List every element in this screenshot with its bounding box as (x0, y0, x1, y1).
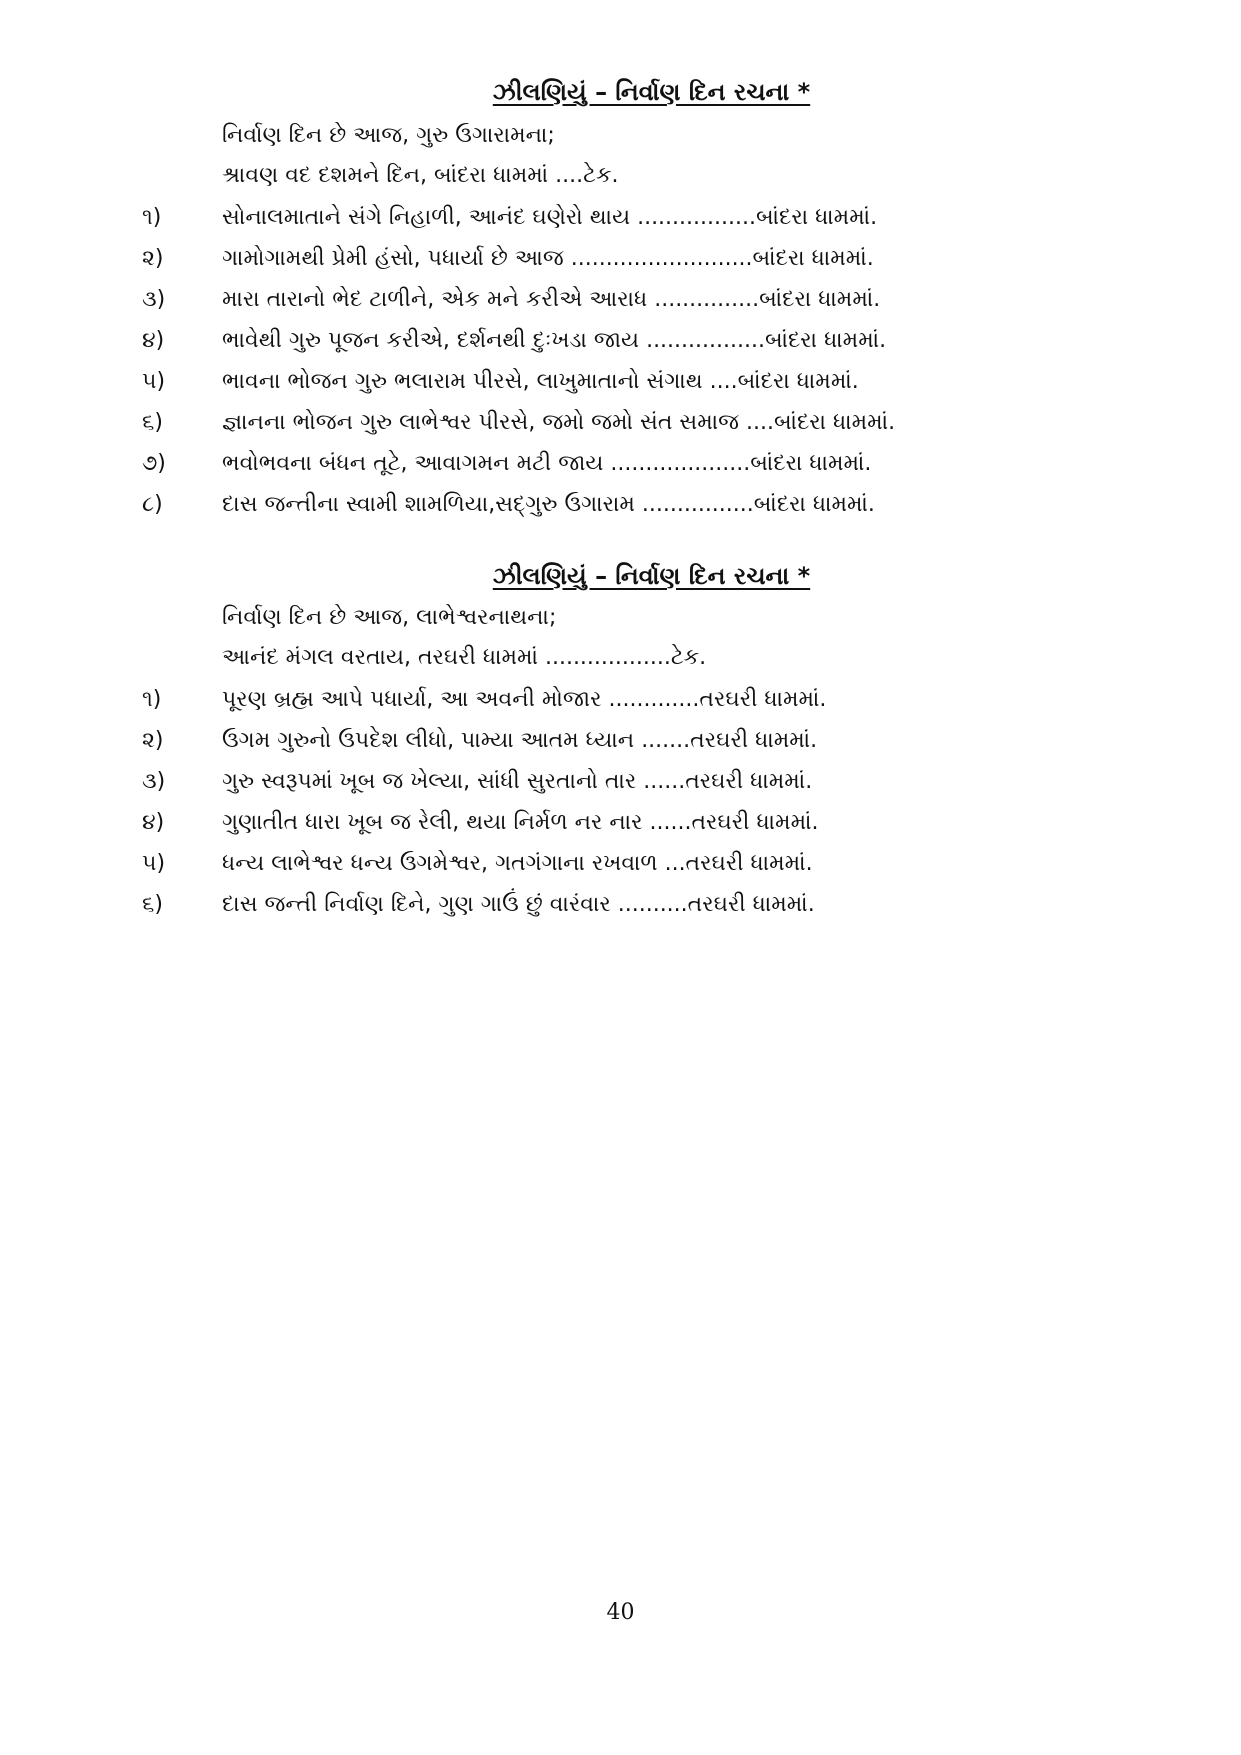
page-number: 40 (606, 1600, 635, 1625)
verse-number: ૪) (142, 328, 165, 353)
verse-number: ૨) (142, 728, 164, 753)
verse-text: પૂરણ બ્રહ્મ આપે પધાર્યા, આ અવની મોજાર .............તરઘરી ધામમાં. (222, 687, 827, 712)
intro-text: આનંદ મંગલ વરતાય, તરઘરી ધામમાં ..................ટેક. (222, 645, 707, 670)
verse-number: ૬) (142, 892, 163, 917)
verse-number: ૫) (142, 369, 166, 394)
section-title: ઝીલણિયું – નિર્વાણ દિન રચના * (492, 78, 811, 106)
verse-text: ગુણાતીત ધારા ખૂબ જ રેલી, થયા નિર્મળ નર નાર ......તરઘરી ધામમાં. (222, 810, 819, 835)
verse-text: ભાવેથી ગુરુ પૂજન કરીએ, દર્શનથી દુઃખડા જાય .................બાંદરા ધામમાં. (222, 328, 887, 353)
verse-number: ૫) (142, 851, 166, 876)
verse-number: ૩) (142, 287, 166, 312)
verse-text: ગામોગામથી પ્રેમી હંસો, પધાર્યા છે આજ ..........................બાંદરા ધામમાં. (222, 246, 874, 271)
verse-text: ધન્ય લાભેશ્વર ધન્ય ઉગમેશ્વર, ગતગંગાના રખવાળ ...તરઘરી ધામમાં. (222, 851, 813, 876)
verse-number: ૧) (142, 205, 162, 230)
intro-text: શ્રાવણ વદ દશમને દિન, બાંદરા ધામમાં ....ટેક. (222, 163, 619, 188)
verse-number: ૬) (142, 410, 163, 435)
verse-number: ૩) (142, 769, 166, 794)
intro-text: નિર્વાણ દિન છે આજ, લાભેશ્વરનાથના; (222, 605, 557, 630)
verse-text: જ્ઞાનના ભોજન ગુરુ લાભેશ્વર પીરસે, જમો જમો સંત સમાજ ....બાંદરા ધામમાં. (222, 410, 896, 435)
verse-text: મારા તારાનો ભેદ ટાળીને, એક મને કરીએ આરાધ ...............બાંદરા ધામમાં. (222, 287, 881, 312)
section-title: ઝીલણિયું – નિર્વાણ દિન રચના * (492, 562, 811, 590)
verse-text: દાસ જન્તી નિર્વાણ દિને, ગુણ ગાઉં છું વારંવાર ..........તરઘરી ધામમાં. (222, 892, 815, 917)
verse-text: ઉગમ ગુરુનો ઉપદેશ લીધો, પામ્યા આતમ ધ્યાન .......તરઘરી ધામમાં. (222, 728, 818, 753)
verse-number: ૪) (142, 810, 165, 835)
verse-number: ૨) (142, 246, 164, 271)
verse-text: ભાવના ભોજન ગુરુ ભલારામ પીરસે, લાખુમાતાનો સંગાથ ....બાંદરા ધામમાં. (222, 369, 859, 394)
verse-text: સોનાલમાતાને સંગે નિહાળી, આનંદ ઘણેરો થાય .................બાંદરા ધામમાં. (222, 205, 878, 230)
verse-text: ગુરુ સ્વરૂપમાં ખૂબ જ ખેલ્યા, સાંધી સુરતાનો તાર ......તરઘરી ધામમાં. (222, 769, 813, 794)
verse-number: ૧) (142, 687, 162, 712)
verse-text: ભવોભવના બંધન તૂટે, આવાગમન મટી જાય ....................બાંદરા ધામમાં. (222, 451, 872, 476)
verse-number: ૭) (142, 451, 166, 476)
intro-text: નિર્વાણ દિન છે આજ, ગુરુ ઉગારામના; (222, 123, 555, 148)
verse-text: દાસ જન્તીના સ્વામી શામળિયા,સદ્‌ગુરુ ઉગારામ ................બાંદરા ધામમાં. (222, 492, 875, 517)
verse-number: ૮) (142, 492, 163, 517)
